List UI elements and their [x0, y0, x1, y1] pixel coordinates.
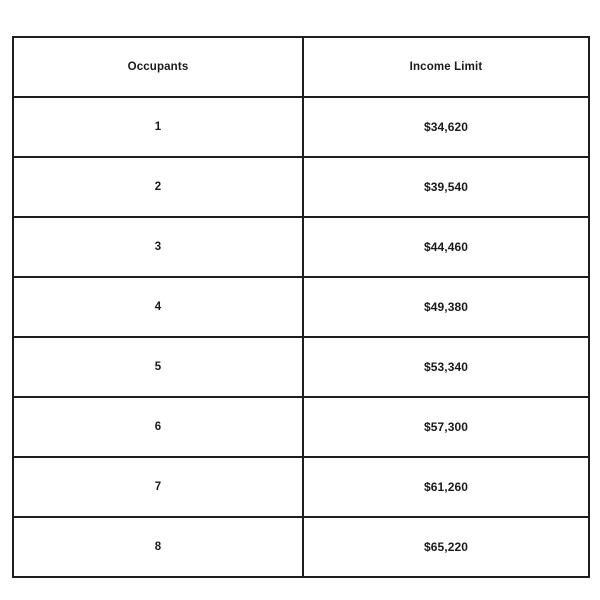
- table-body: [13, 97, 589, 577]
- cell-occupants: 5: [13, 337, 303, 397]
- cell-income-limit: $34,620: [303, 97, 589, 157]
- cell-income-limit: $44,460: [303, 217, 589, 277]
- cell-income-limit: $39,540: [303, 157, 589, 217]
- table-container: [12, 36, 588, 578]
- income-limit-table: [12, 36, 590, 578]
- cell-income-limit: $65,220: [303, 517, 589, 577]
- cell-occupants: 8: [13, 517, 303, 577]
- table-header: [13, 37, 589, 97]
- cell-income-limit: $53,340: [303, 337, 589, 397]
- cell-occupants: 4: [13, 277, 303, 337]
- cell-occupants: 7: [13, 457, 303, 517]
- cell-occupants: 2: [13, 157, 303, 217]
- table-header-row: [13, 37, 589, 97]
- column-header-income-limit: Income Limit: [303, 37, 589, 97]
- table-row: [13, 337, 589, 397]
- cell-occupants: 1: [13, 97, 303, 157]
- table-row: [13, 217, 589, 277]
- cell-income-limit: $49,380: [303, 277, 589, 337]
- table-row: [13, 157, 589, 217]
- table-row: [13, 97, 589, 157]
- table-row: [13, 457, 589, 517]
- table-row: [13, 277, 589, 337]
- table-row: [13, 397, 589, 457]
- cell-occupants: 6: [13, 397, 303, 457]
- column-header-occupants: Occupants: [13, 37, 303, 97]
- cell-income-limit: $57,300: [303, 397, 589, 457]
- cell-income-limit: $61,260: [303, 457, 589, 517]
- cell-occupants: 3: [13, 217, 303, 277]
- table-row: [13, 517, 589, 577]
